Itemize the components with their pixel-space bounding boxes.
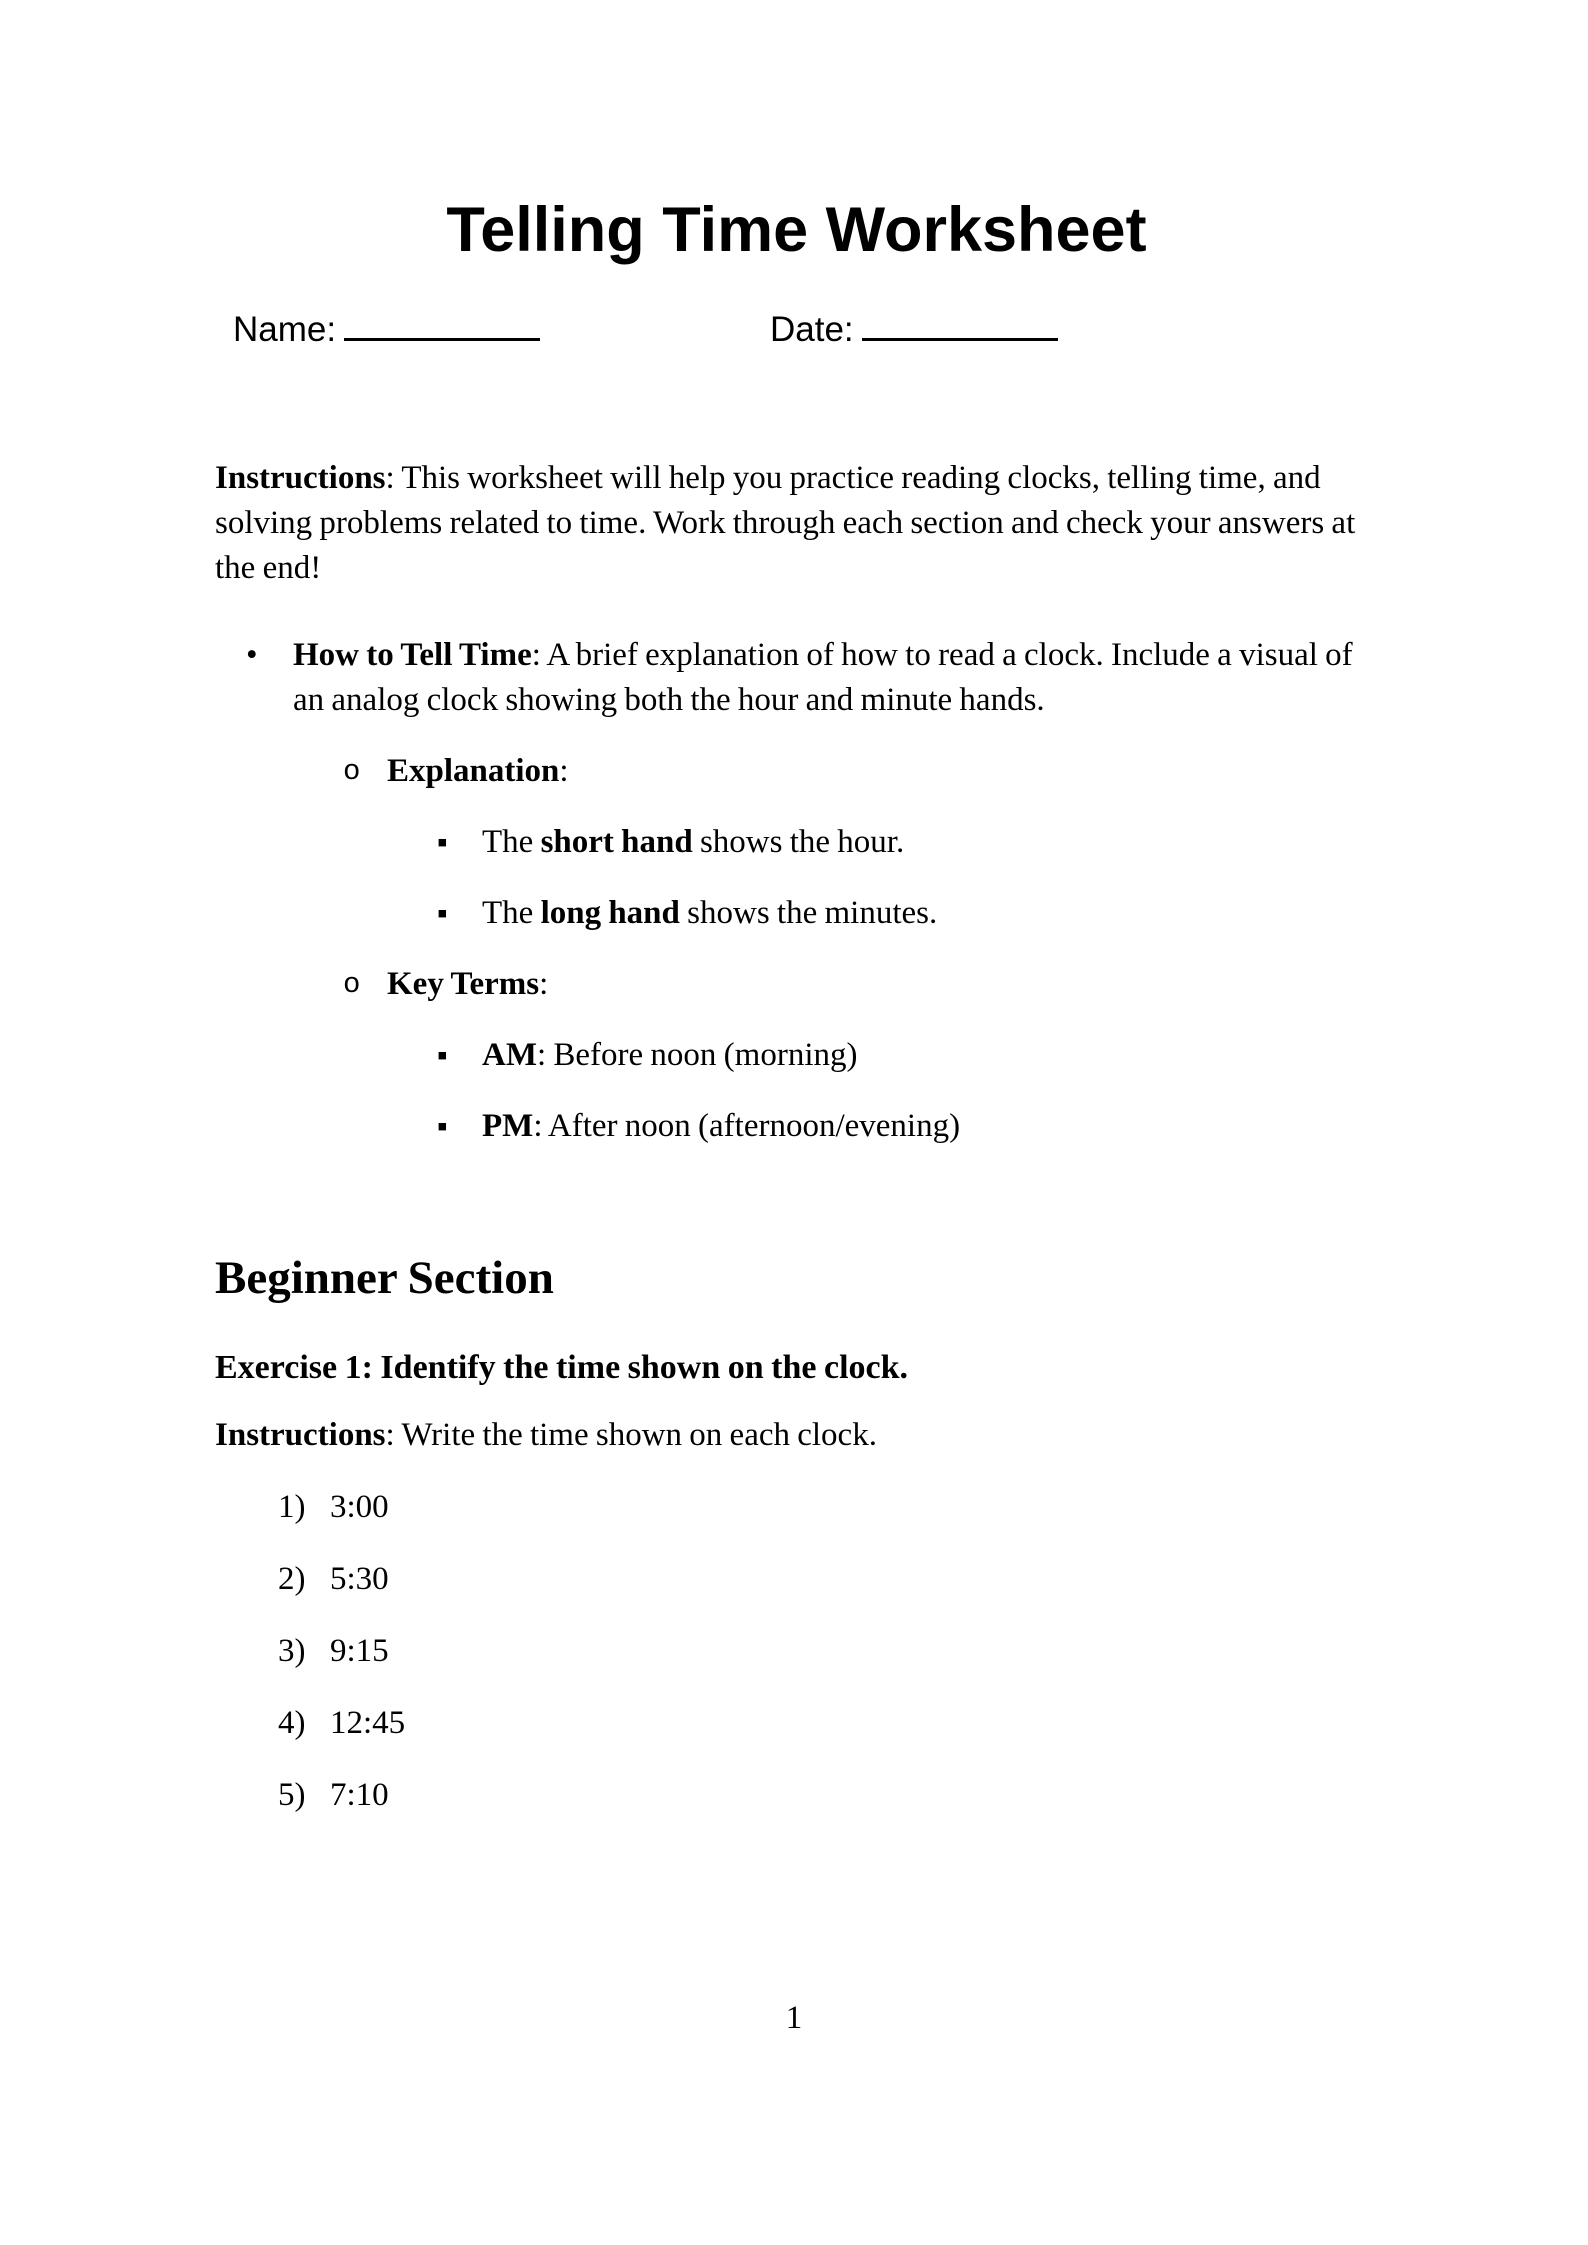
page-title: Telling Time Worksheet (446, 195, 1147, 265)
name-date-row (215, 306, 1378, 364)
name-label: Name: (233, 310, 337, 349)
list-item-text (482, 1033, 1378, 1078)
short-hand-pre: The (482, 824, 541, 860)
time-value: 3:00 (330, 1489, 389, 1525)
am-text: : Before noon (morning) (536, 1037, 858, 1073)
list-item-text (482, 891, 1378, 936)
list-item-explanation (215, 749, 1378, 794)
answer-item-5 (215, 1773, 1378, 1818)
list-item-how-to-tell-time (215, 633, 1378, 723)
item-number: 2) (278, 1561, 306, 1597)
square-bullet-icon: ▪ (437, 826, 448, 859)
list-item-text (482, 1104, 1378, 1149)
explanation-colon: : (559, 753, 569, 789)
intro-paragraph (215, 456, 1378, 591)
am-label: AM (482, 1037, 537, 1073)
square-bullet-icon: ▪ (437, 897, 448, 930)
pm-label: PM (482, 1108, 534, 1144)
list-item-text (482, 820, 1378, 865)
date-field (770, 306, 1058, 354)
item-number: 3) (278, 1633, 306, 1669)
circle-bullet-icon: o (343, 968, 361, 1001)
exercise-instructions (215, 1413, 1378, 1458)
explanation-label: Explanation (387, 753, 560, 789)
date-blank-line (862, 307, 1058, 341)
time-value: 5:30 (330, 1561, 389, 1597)
key-terms-colon: : (539, 966, 549, 1002)
date-label: Date: (770, 310, 854, 349)
intro-instructions-text: : This worksheet will help you practice reading clocks, telling time, and solving problems related to time. Work through each section and check your answers at the end! (215, 460, 1356, 586)
exercise-instructions-label: Instructions (215, 1417, 386, 1453)
answer-item-3 (215, 1629, 1378, 1674)
long-hand-text: shows the minutes. (679, 895, 938, 931)
beginner-section-heading: Beginner Section (215, 1252, 554, 1304)
item-number: 4) (278, 1705, 306, 1741)
list-item-text (293, 633, 1378, 723)
list-item-pm (215, 1104, 1378, 1149)
item-number: 1) (278, 1489, 306, 1525)
name-field (233, 306, 540, 354)
time-value: 7:10 (330, 1777, 389, 1813)
page-number: 1 (785, 2000, 803, 2036)
item-number: 5) (278, 1777, 306, 1813)
exercise-instructions-text: : Write the time shown on each clock. (385, 1417, 877, 1453)
list-item-short-hand (215, 820, 1378, 865)
intro-instructions-label: Instructions (215, 460, 386, 496)
exercise-1-heading: Exercise 1: Identify the time shown on the clock. (215, 1349, 909, 1386)
time-value: 12:45 (330, 1705, 406, 1741)
list-item-long-hand (215, 891, 1378, 936)
answer-item-1 (215, 1485, 1378, 1530)
bullet-icon: • (246, 637, 258, 673)
list-item-key-terms (215, 962, 1378, 1007)
name-blank-line (344, 307, 540, 341)
long-hand-pre: The (482, 895, 541, 931)
square-bullet-icon: ▪ (437, 1039, 448, 1072)
how-to-tell-time-label: How to Tell Time (293, 637, 532, 673)
square-bullet-icon: ▪ (437, 1110, 448, 1143)
key-terms-label: Key Terms (387, 966, 540, 1002)
pm-text: : After noon (afternoon/evening) (533, 1108, 961, 1144)
circle-bullet-icon: o (343, 755, 361, 788)
list-item-text (387, 749, 1378, 794)
answer-item-4 (215, 1701, 1378, 1746)
list-item-text (387, 962, 1378, 1007)
how-to-tell-time-text: : A brief explanation of how to read a clock. Include a visual of an analog clock showing both the hour and minute hands. (293, 637, 1353, 718)
time-value: 9:15 (330, 1633, 389, 1669)
long-hand-label: long hand (540, 895, 680, 931)
short-hand-text: shows the hour. (692, 824, 905, 860)
answer-item-2 (215, 1557, 1378, 1602)
short-hand-label: short hand (540, 824, 693, 860)
list-item-am (215, 1033, 1378, 1078)
